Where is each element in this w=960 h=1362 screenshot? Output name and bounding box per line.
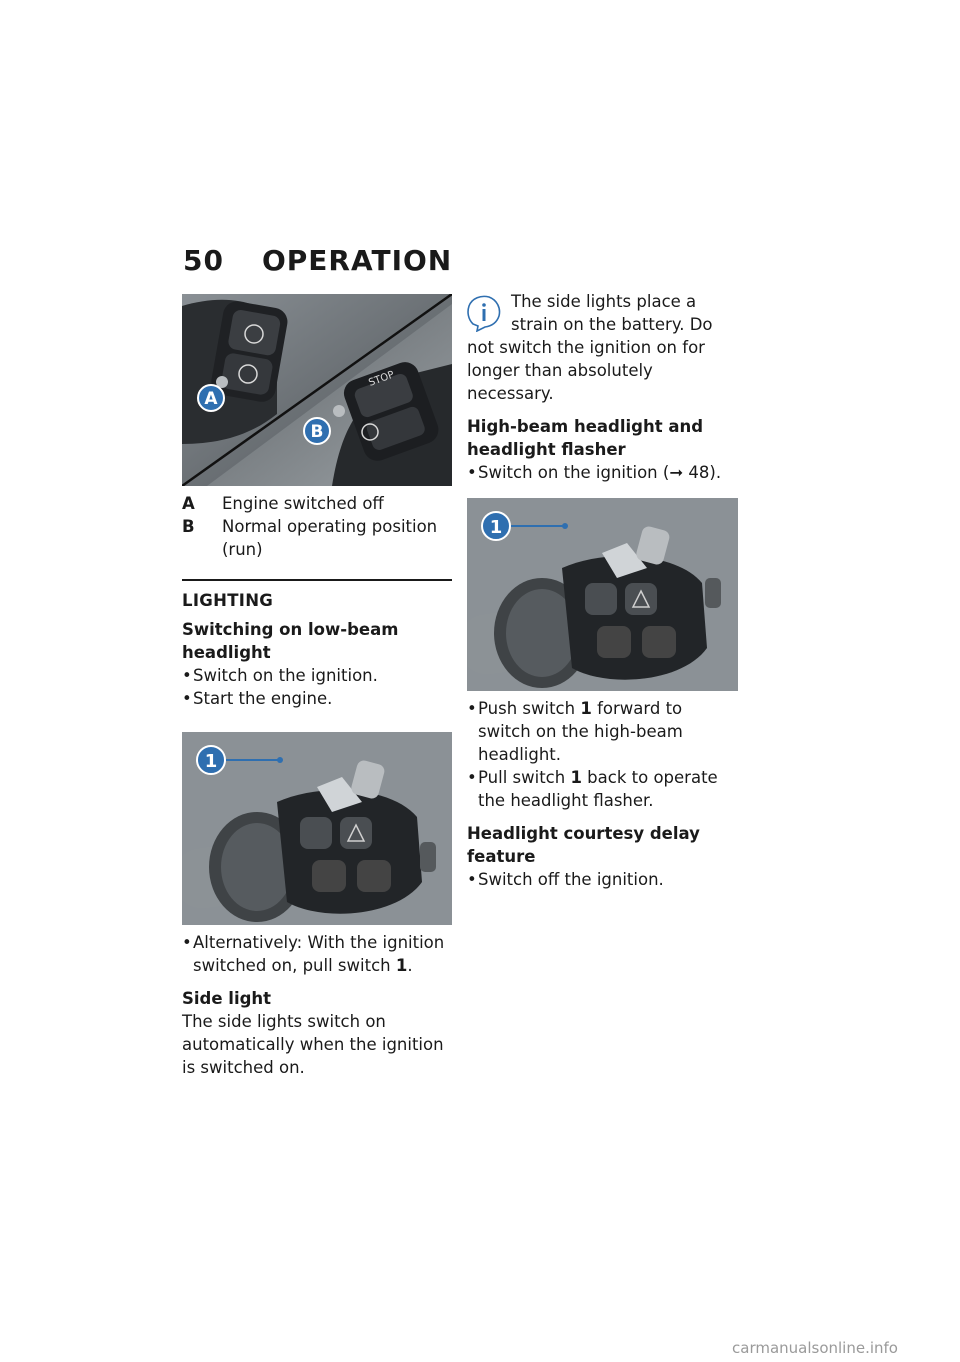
callout-a: A [204,389,218,409]
photo-handlebar-switch [182,732,452,925]
left-column [182,294,452,1079]
info-note: The side lights place a strain on the battery. Do not switch the ignition on for longer than absolutely necessary. [467,292,713,403]
subhead-high-beam: High-beam headlight and headlight flasher [467,417,704,459]
page-header [183,244,452,277]
subhead-courtesy-delay: Headlight courtesy delay feature [467,824,700,866]
watermark-site: carmanualsonline.info [732,1339,898,1357]
high-beam-actions [467,697,739,812]
photo-kill-switch [182,294,452,486]
callout-1: 1 [204,751,218,772]
legend-row: B Normal operating position (run) [182,517,438,559]
subhead-side-light: Side light [182,989,272,1008]
handlebar-switch-illustration [182,732,452,925]
list-item: • Push switch 1 forward to switch on the high-beam headlight. [467,697,739,766]
photo-high-beam-switch [467,498,738,691]
list-item: • Switch on the ignition (➞ 48). [467,461,739,484]
list-item: • Start the engine. [182,687,452,710]
high-beam-steps [467,461,739,484]
page-number: 50 [183,244,224,277]
subhead-low-beam: Switching on low-beam headlight [182,620,399,662]
high-beam-switch-illustration [467,498,738,691]
info-icon [467,294,501,332]
legend-row: A Engine switched off [182,494,384,513]
chapter-title: OPERATION [261,244,453,277]
right-column [467,290,739,891]
figure-legend [182,492,452,561]
list-item: • Alternatively: With the ignition switched on, pull switch 1. [182,931,452,977]
low-beam-steps [182,664,452,710]
list-item: • Pull switch 1 back to operate the headlight flasher. [467,766,739,812]
side-light-text: The side lights switch on automatically when the ignition is switched on. [182,1012,444,1077]
alternative-steps [182,931,452,977]
stop-label: STOP [367,369,396,389]
callout-b: B [310,422,324,442]
list-item: • Switch on the ignition. [182,664,452,687]
list-item: • Switch off the ignition. [467,868,739,891]
courtesy-steps [467,868,739,891]
section-divider [182,579,452,581]
page-ref-arrow-icon: ➞ [669,463,684,482]
kill-switch-illustration [182,294,452,486]
section-title-lighting: LIGHTING [182,591,274,610]
callout-1: 1 [489,517,503,538]
